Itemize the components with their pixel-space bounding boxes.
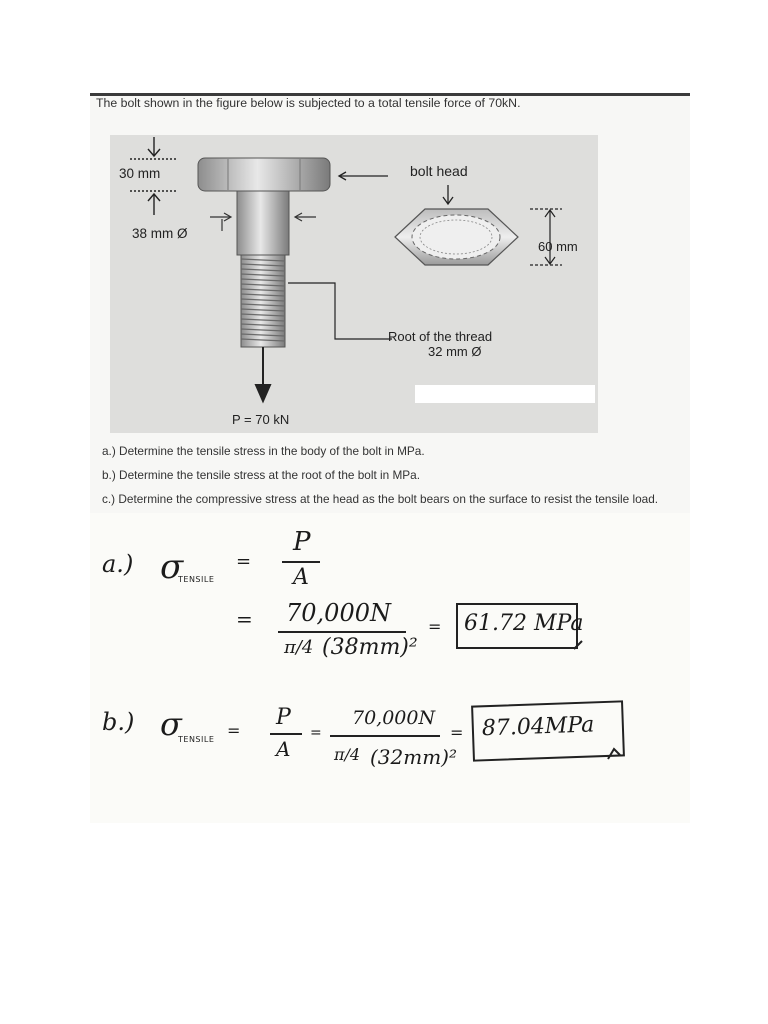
problem-statement: The bolt shown in the figure below is subjected to a total tensile force of 70kN.: [96, 96, 521, 110]
head-height-label: 30 mm: [119, 166, 161, 181]
root-leader: [288, 283, 392, 339]
numerator-b: 70,000N: [352, 707, 436, 729]
check-marks: [90, 513, 690, 823]
sigma-a: σ: [160, 547, 184, 587]
head-width-label: 60 mm: [538, 239, 578, 254]
problem-scan: [90, 93, 690, 513]
bolt-figure: [110, 135, 598, 433]
subscript-b: TENSILE: [178, 735, 215, 744]
sigma-b: σ: [160, 705, 182, 743]
pi-over-4-b: π/4: [334, 745, 361, 764]
root-diameter-label: 32 mm Ø: [428, 344, 482, 359]
equals-b1: =: [227, 721, 241, 740]
denominator-a: (38mm)²: [322, 635, 418, 660]
denominator-b-symbolic: A: [276, 737, 291, 761]
question-a: a.) Determine the tensile stress in the body of the bolt in MPa.: [102, 444, 425, 458]
bolt-head-shape: [198, 158, 330, 191]
numerator-b-symbolic: P: [276, 705, 291, 730]
root-label: Root of the thread: [388, 329, 493, 344]
equals-a3: =: [428, 617, 442, 636]
bolt-head-label: bolt head: [410, 163, 468, 179]
numerator-a-symbolic: P: [293, 527, 311, 557]
bolt-shank: [237, 191, 289, 255]
handwritten-solution: [90, 513, 690, 823]
equals-a1: =: [236, 551, 252, 572]
denominator-b: (32mm)²: [370, 745, 458, 769]
result-a: 61.72 MPa: [464, 611, 584, 636]
load-label: P = 70 kN: [232, 412, 290, 427]
part-b-label: b.): [102, 708, 135, 736]
part-a-label: a.): [102, 550, 134, 578]
equals-a2: =: [236, 607, 253, 631]
denominator-a-symbolic: A: [293, 565, 309, 590]
pi-over-4-a: π/4: [284, 637, 314, 658]
question-b: b.) Determine the tensile stress at the root of the bolt in MPa.: [102, 468, 421, 482]
body-diameter-label: 38 mm Ø: [132, 226, 188, 241]
head-width-dimension: [530, 209, 562, 265]
equals-b2: =: [310, 725, 322, 741]
subscript-a: TENSILE: [178, 575, 215, 584]
load-arrow: [256, 347, 270, 401]
numerator-a: 70,000N: [286, 599, 391, 627]
result-b: 87.04MPa: [481, 712, 595, 742]
equals-b3: =: [450, 723, 464, 742]
bolt-drawing: [110, 135, 598, 433]
question-c: c.) Determine the compressive stress at the head as the bolt bears on the surface to resist the tensile load.: [102, 492, 659, 506]
